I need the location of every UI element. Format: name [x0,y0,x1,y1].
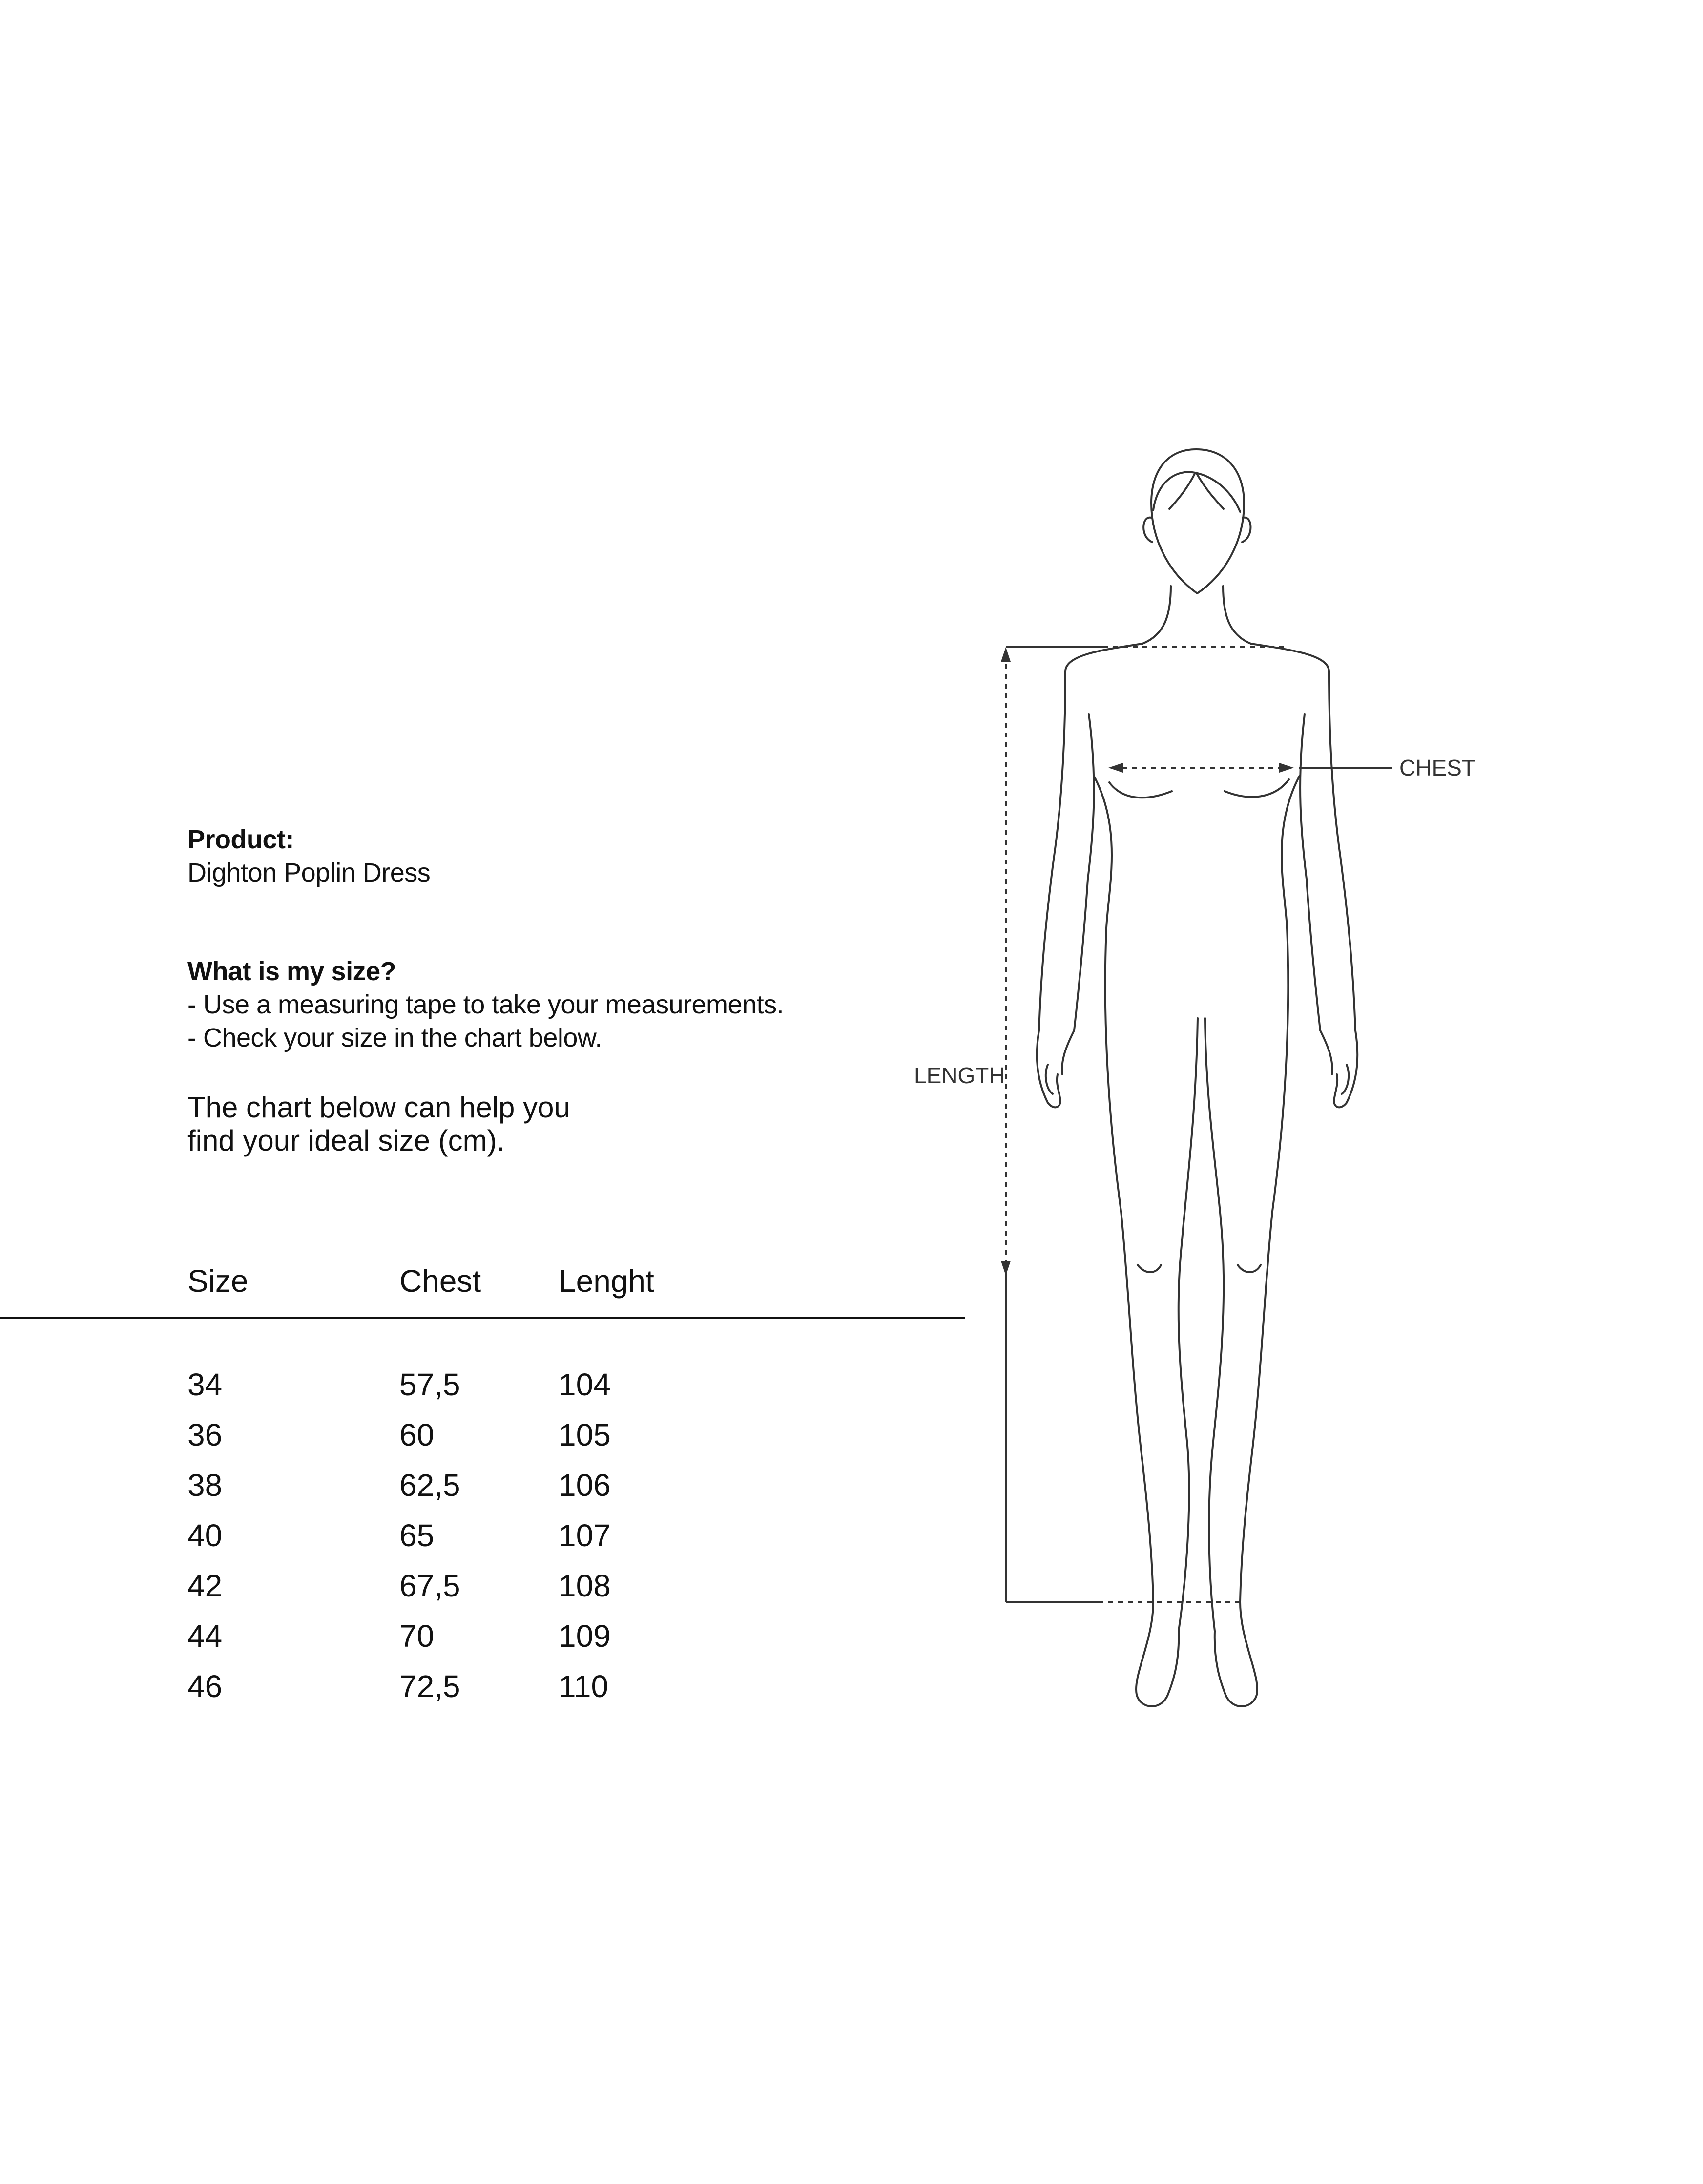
torso-outline [1215,776,1300,1706]
chart-intro [187,1091,570,1157]
cell-size: 34 [187,1367,223,1402]
knee-mark [1238,1265,1261,1272]
length-arrow-bottom-icon [1001,1261,1011,1276]
leg-outline [1205,1018,1224,1631]
cell-size: 40 [187,1518,223,1553]
chart-intro-line: find your ideal size (cm). [187,1124,505,1157]
table-row [0,1568,965,1618]
neck-outline [1223,586,1251,644]
header-chest: Chest [399,1263,481,1299]
body-measurement-diagram [898,430,1533,1748]
chest-arrow-left-icon [1108,763,1123,773]
table-row [0,1467,965,1517]
arm-outline [1062,714,1094,1074]
hair-part [1169,473,1195,509]
hand-outline [1046,1065,1053,1094]
table-row [0,1366,965,1417]
cell-chest: 60 [399,1417,435,1452]
ear-outline [1143,518,1152,542]
cell-chest: 72,5 [399,1669,460,1704]
neck-outline [1142,586,1171,644]
arm-outline [1329,672,1357,1107]
arm-outline [1037,672,1065,1107]
cell-chest: 67,5 [399,1568,460,1603]
size-table-header [0,1263,965,1319]
cell-size: 46 [187,1669,223,1704]
cell-size: 44 [187,1618,223,1654]
bust-outline [1225,779,1289,797]
cell-size: 38 [187,1468,223,1503]
knee-mark [1138,1265,1161,1272]
length-arrow-top-icon [1001,647,1011,662]
hair-outline [1153,472,1240,512]
cell-chest: 57,5 [399,1367,460,1402]
length-label: LENGTH [914,1063,1005,1088]
table-row [0,1668,965,1719]
torso-outline [1094,776,1179,1706]
cell-size: 36 [187,1417,223,1452]
instruction-line: - Check your size in the chart below. [187,1023,602,1052]
header-size: Size [187,1263,249,1299]
cell-size: 42 [187,1568,223,1603]
bust-outline [1109,782,1172,798]
cell-length: 108 [559,1568,611,1603]
product-label: Product: [187,825,294,854]
cell-length: 110 [559,1669,609,1704]
cell-length: 105 [559,1417,611,1452]
cell-chest: 62,5 [399,1468,460,1503]
cell-chest: 65 [399,1518,435,1553]
header-length: Lenght [559,1263,654,1299]
cell-length: 104 [559,1367,611,1402]
chart-intro-line: The chart below can help you [187,1091,570,1124]
chest-label: CHEST [1399,755,1475,780]
table-row [0,1517,965,1568]
table-row [0,1417,965,1467]
cell-chest: 70 [399,1618,435,1654]
cell-length: 106 [559,1468,611,1503]
size-table-body [0,1366,965,1719]
product-name: Dighton Poplin Dress [187,858,431,887]
instructions-list [187,989,784,1056]
cell-length: 109 [559,1618,611,1654]
leg-outline [1179,1018,1198,1631]
head-outline [1151,449,1244,593]
chest-arrow-right-icon [1279,763,1294,773]
cell-length: 107 [559,1518,611,1553]
hand-outline [1342,1065,1349,1094]
table-row [0,1618,965,1668]
size-question-heading: What is my size? [187,957,396,986]
instruction-line: - Use a measuring tape to take your measurements. [187,990,784,1019]
